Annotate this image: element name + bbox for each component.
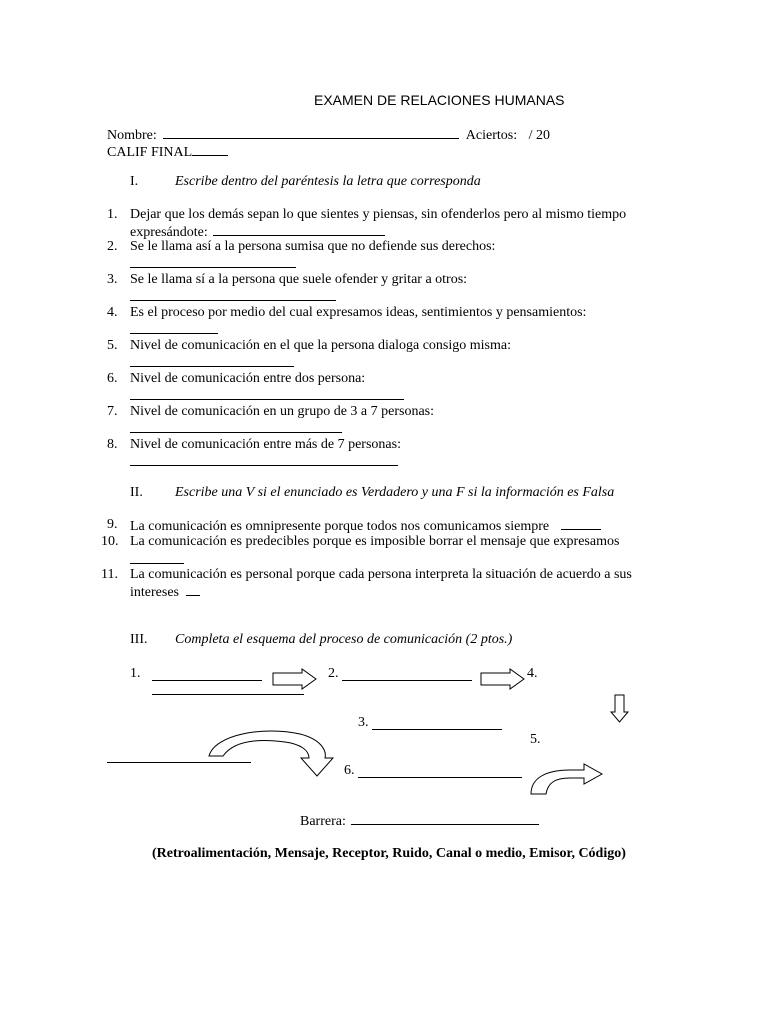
diagram-blank-2[interactable] <box>342 680 472 681</box>
section-numeral-2: II. <box>130 485 143 500</box>
question-number: 11. <box>101 567 118 582</box>
diagram-label-5: 5. <box>530 732 541 747</box>
question-text: Es el proceso por medio del cual expresamos ideas, sentimientos y pensamientos: <box>130 305 587 320</box>
barrera-row <box>300 812 539 830</box>
question-text: Se le llama sí a la persona que suele ofender y gritar a otros: <box>130 272 468 287</box>
calif-field[interactable] <box>192 143 228 156</box>
aciertos-label: Aciertos: <box>465 128 518 143</box>
question-number: 7. <box>107 404 118 419</box>
name-row <box>107 126 550 144</box>
diagram-label-2: 2. <box>328 666 339 681</box>
exam-title: EXAMEN DE RELACIONES HUMANAS <box>314 92 565 108</box>
aciertos-total: / 20 <box>528 128 550 143</box>
answer-blank[interactable] <box>130 399 404 400</box>
question-text: Dejar que los demás sepan lo que sientes y piensas, sin ofenderlos pero al mismo tiempo <box>130 207 627 222</box>
diagram-label-4: 4. <box>527 666 538 681</box>
question-text-line: La comunicación es omnipresente porque todos nos comunicamos siempre <box>130 519 550 534</box>
answer-blank[interactable] <box>186 583 200 596</box>
section-instruction-1: Escribe dentro del paréntesis la letra que corresponda <box>175 174 481 189</box>
question-number: 1. <box>107 207 118 222</box>
barrera-blank[interactable] <box>351 812 539 825</box>
answer-blank[interactable] <box>130 563 184 564</box>
curved-right-arrow-icon <box>528 762 606 798</box>
question-text: Nivel de comunicación entre más de 7 personas: <box>130 437 401 452</box>
diagram-label-1: 1. <box>130 666 141 681</box>
answer-blank[interactable] <box>130 333 218 334</box>
answer-bank: (Retroalimentación, Mensaje, Receptor, Ruido, Canal o medio, Emisor, Código) <box>152 846 626 861</box>
calif-row <box>107 143 228 161</box>
question-number: 10. <box>101 534 119 549</box>
question-text: Se le llama así a la persona sumisa que no defiende sus derechos: <box>130 239 496 254</box>
question-text <box>130 517 601 535</box>
answer-blank[interactable] <box>561 517 601 530</box>
question-text-line2: intereses <box>130 585 179 600</box>
curved-arrow-icon <box>205 726 345 782</box>
question-text: Nivel de comunicación en el que la persona dialoga consigo misma: <box>130 338 511 353</box>
diagram-label-6: 6. <box>344 763 355 778</box>
question-number: 6. <box>107 371 118 386</box>
section-numeral-1: I. <box>130 174 139 189</box>
diagram-blank-1b[interactable] <box>152 694 304 695</box>
answer-blank[interactable] <box>130 300 336 301</box>
diagram-blank-3[interactable] <box>372 729 502 730</box>
answer-blank[interactable] <box>130 366 294 367</box>
answer-blank[interactable] <box>130 432 342 433</box>
section-numeral-3: III. <box>130 632 148 647</box>
nombre-field[interactable] <box>163 126 459 139</box>
question-number: 2. <box>107 239 118 254</box>
diagram-blank-1[interactable] <box>152 680 262 681</box>
right-arrow-icon <box>272 668 318 690</box>
question-number: 5. <box>107 338 118 353</box>
section-instruction-2: Escribe una V si el enunciado es Verdadero y una F si la información es Falsa <box>175 485 615 500</box>
question-number: 8. <box>107 437 118 452</box>
question-text-cont <box>130 583 200 601</box>
question-text: Nivel de comunicación en un grupo de 3 a 7 personas: <box>130 404 435 419</box>
calif-label: CALIF FINAL <box>107 145 193 160</box>
question-text: Nivel de comunicación entre dos persona: <box>130 371 366 386</box>
answer-blank[interactable] <box>213 223 385 236</box>
question-text: La comunicación es personal porque cada persona interpreta la situación de acuerdo a sus <box>130 567 632 582</box>
diagram-blank-6[interactable] <box>358 777 522 778</box>
nombre-label: Nombre: <box>107 128 157 143</box>
barrera-label: Barrera: <box>300 814 346 829</box>
diagram-label-3: 3. <box>358 715 369 730</box>
section-instruction-3: Completa el esquema del proceso de comunicación (2 ptos.) <box>175 632 513 647</box>
right-arrow-icon <box>480 668 526 690</box>
question-text: La comunicación es predecibles porque es imposible borrar el mensaje que expresamos <box>130 534 620 549</box>
down-arrow-icon <box>610 694 630 724</box>
answer-blank[interactable] <box>130 267 296 268</box>
answer-blank[interactable] <box>130 465 398 466</box>
question-number: 9. <box>107 517 118 532</box>
question-number: 3. <box>107 272 118 287</box>
question-number: 4. <box>107 305 118 320</box>
question-text-line2: expresándote: <box>130 225 208 240</box>
